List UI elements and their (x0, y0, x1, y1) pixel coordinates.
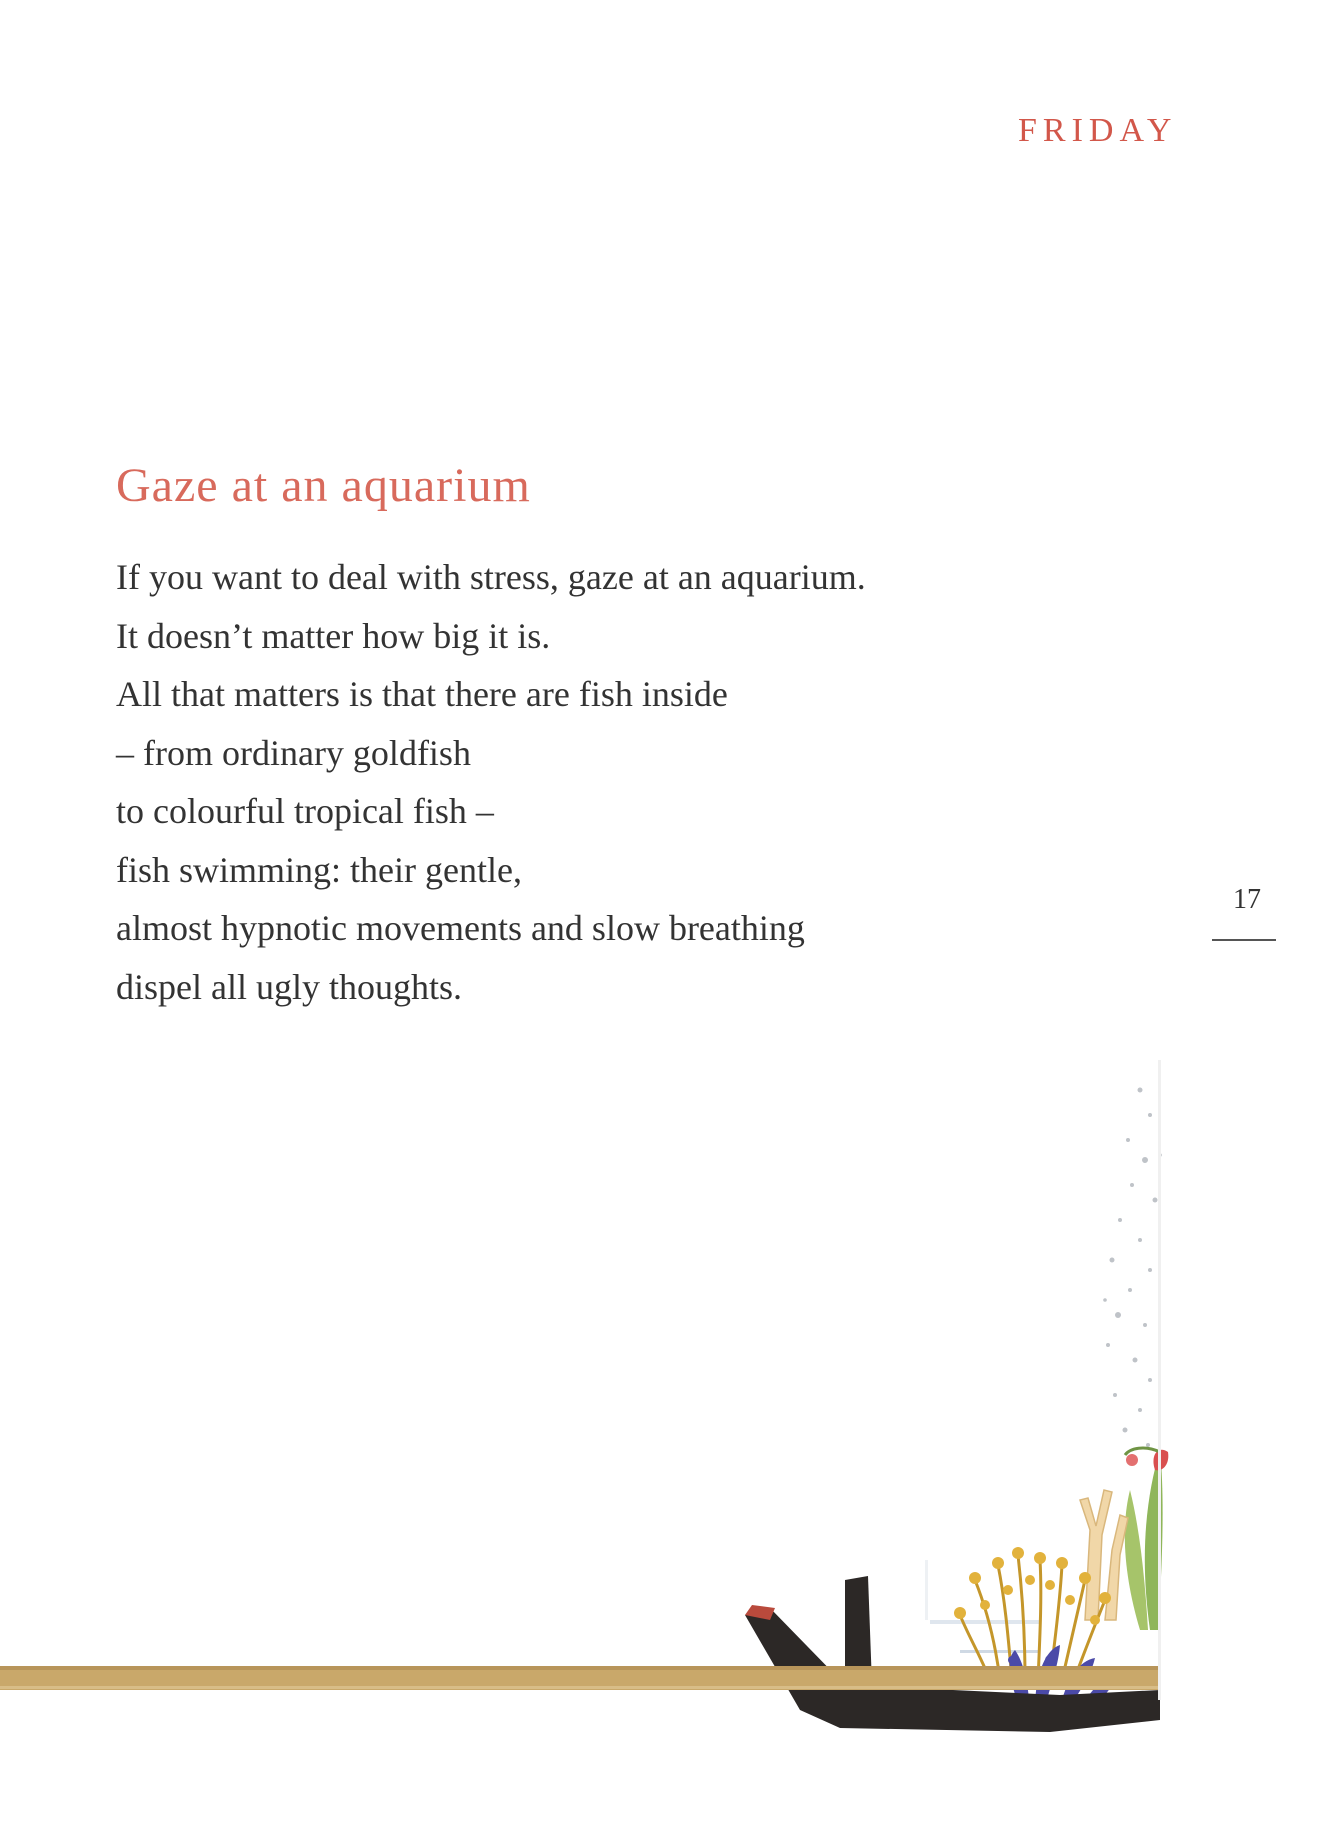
aquarium-corner-illustration (0, 1060, 1331, 1760)
poem-line: All that matters is that there are fish inside (116, 674, 728, 714)
poem-line: – from ordinary goldfish (116, 732, 471, 773)
running-head: FRIDAY (1018, 112, 1178, 149)
page-number-rule (1212, 939, 1276, 941)
poem-line: fish swimming: their gentle, (116, 849, 522, 890)
glass-edge-icon (1158, 1060, 1161, 1700)
page-number: 17 (1233, 884, 1261, 915)
bubbles-icon (1103, 1088, 1162, 1448)
poem-line: If you want to deal with stress, gaze at an aquarium. (116, 557, 866, 597)
green-plant-icon (1125, 1448, 1169, 1630)
page-title: Gaze at an aquarium (116, 459, 531, 512)
poem-line: almost hypnotic movements and slow breathing (116, 908, 805, 948)
poem-line: to colourful tropical fish – (116, 791, 494, 831)
poem-body (116, 548, 1076, 1016)
poem-line: dispel all ugly thoughts. (116, 966, 462, 1007)
sand-floor-icon (0, 1666, 1160, 1690)
poem-line: It doesn’t matter how big it is. (116, 615, 551, 656)
